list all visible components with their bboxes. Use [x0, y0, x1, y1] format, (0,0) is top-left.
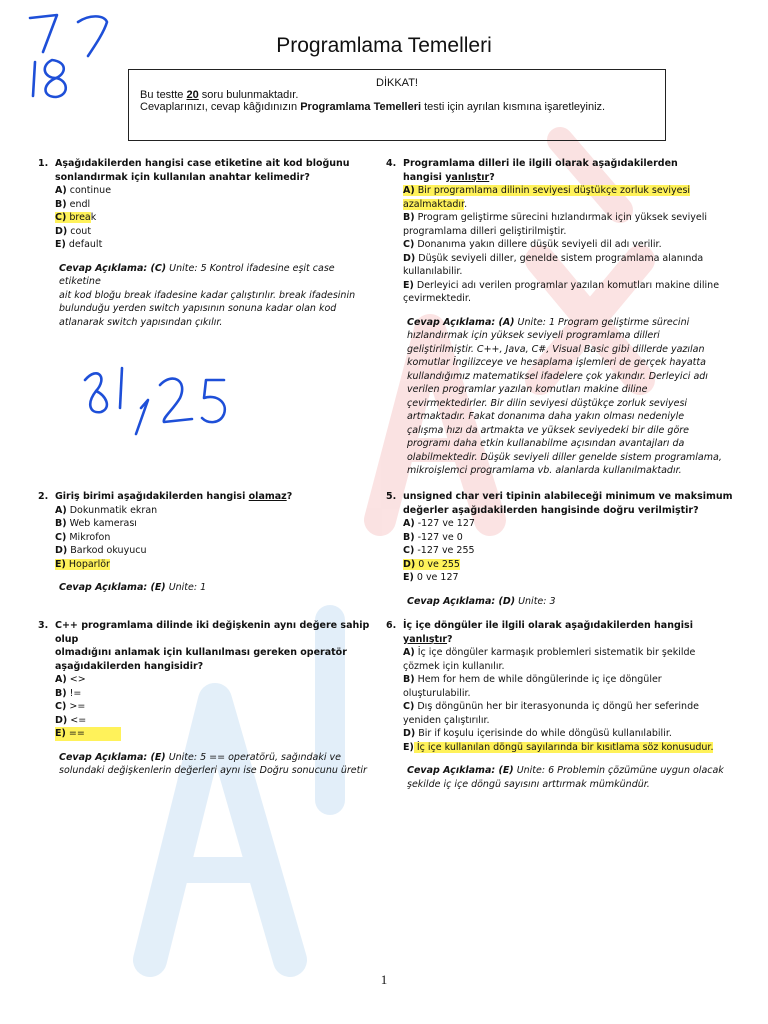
option-list — [38, 673, 378, 741]
option-c: C) Dış döngünün her bir iterasyonunda iç döngü her seferinde yeniden çalıştırılır. — [403, 701, 699, 726]
question-stem — [38, 619, 378, 673]
notice-text: testi için ayrılan kısmına işaretleyiniz. — [421, 101, 606, 113]
question-stem — [386, 157, 736, 184]
score-eight — [85, 373, 107, 412]
question-text: aşağıdakilerden hangisidir? — [55, 660, 204, 672]
test-name: Programlama Temelleri — [300, 101, 422, 113]
notice-line-2 — [140, 101, 665, 113]
option-b: B) Web kamerası — [55, 518, 137, 529]
option-b: B) -127 ve 0 — [403, 531, 463, 543]
question-text: Aşağıdakilerden hangisi case etiketine ait kod bloğunu — [55, 158, 350, 169]
option-b: B) Program geliştirme sürecini hızlandırmak için yüksek seviyeli programlama dilleri geliştirilmiştir. — [403, 212, 708, 237]
option-a: A) -127 ve 127 — [403, 518, 475, 529]
question-5 — [386, 490, 736, 608]
question-text: C++ programlama dilinde iki değişkenin aynı değere sahip olup — [55, 620, 370, 645]
question-stem — [386, 490, 736, 517]
option-e: E) 0 ve 127 — [403, 572, 459, 583]
question-text: olmadığını anlamak için kullanılması gereken operatör — [55, 647, 347, 658]
option-a: A) <> — [55, 674, 86, 685]
option-c: C) -127 ve 255 — [403, 545, 475, 556]
option-list — [386, 646, 736, 754]
option-e: E) İç içe kullanılan döngü sayılarında bir kısıtlama söz konusudur. — [403, 741, 714, 753]
question-number: 3. — [38, 620, 49, 631]
option-a: A) continue — [55, 185, 112, 196]
option-c: C) Donanıma yakın dillere düşük seviyeli dil adı verilir. — [403, 239, 662, 250]
question-number: 6. — [386, 620, 397, 631]
option-a: A) Bir programlama dilinin seviyesi düştükçe zorluk seviyesi azalmaktadır. — [403, 185, 691, 210]
score-five — [202, 380, 225, 422]
answer-explanation: Cevap Açıklama: (C) Unite: 5 Kontrol ifadesine eşit case etiketine ait kod bloğu break ifadesine kadar çalıştırılır. break ifadesinin bulunduğu yerden switch yapısının sonuna kadar olan kod atlanarak switch yapısından çıkılır. — [59, 262, 356, 328]
option-e: E) Hoparlör — [55, 558, 110, 570]
notice-text: soru bulunmaktadır. — [198, 89, 299, 101]
notice-text: Cevaplarınızı, cevap kâğıdınızın — [140, 101, 301, 113]
question-stem — [386, 619, 736, 646]
question-text: hangisi yanlıştır? — [403, 171, 495, 183]
option-list — [38, 184, 378, 252]
option-b: B) != — [55, 687, 82, 699]
notice-line-1 — [140, 89, 665, 101]
handwritten-one — [33, 62, 35, 96]
handwritten-eight — [45, 60, 66, 97]
question-number: 5. — [386, 491, 397, 502]
option-e: E) == — [55, 727, 378, 741]
page-title: Programlama Temelleri — [276, 34, 492, 57]
page-number: 1 — [380, 972, 388, 987]
option-b: B) endl — [55, 198, 91, 210]
option-e: E) Derleyici adı verilen programlar yazılan komutları makine diline çevirmektedir. — [403, 279, 720, 304]
question-number: 1. — [38, 158, 49, 169]
question-count: 20 — [186, 89, 199, 101]
option-d: D) 0 ve 255 — [403, 558, 460, 570]
question-text: unsigned char veri tipinin alabileceği minimum ve maksimum — [403, 491, 733, 502]
answer-explanation: Cevap Açıklama: (E) Unite: 6 Problemin çözümüne uygun olacak şekilde iç içe döngü sayısını arttırmak mümkündür. — [407, 765, 724, 790]
option-c: C) >= — [55, 701, 86, 712]
score-two — [160, 379, 192, 422]
question-text: Giriş birimi aşağıdakilerden hangisi olamaz? — [55, 491, 293, 502]
option-list — [386, 517, 736, 585]
question-2 — [38, 490, 378, 595]
question-6 — [386, 619, 736, 791]
option-d: D) cout — [55, 225, 92, 237]
question-3 — [38, 619, 378, 778]
option-c: C) Mikrofon — [55, 531, 111, 543]
question-stem — [38, 490, 378, 504]
answer-explanation: Cevap Açıklama: (E) Unite: 5 == operatörü, sağındaki ve solundaki değişkenlerin değerleri aynı ise Doğru sonucunu üretir — [59, 751, 367, 776]
notice-heading: DİKKAT! — [376, 77, 418, 89]
question-text: İç içe döngüler ile ilgili olarak aşağıdakilerden hangisi yanlıştır? — [403, 620, 693, 645]
score-one — [120, 368, 122, 408]
option-e: E) default — [55, 239, 103, 250]
option-b: B) Hem for hem de while döngülerinde iç içe döngüler oluşturulabilir. — [403, 674, 662, 699]
question-stem — [38, 157, 378, 184]
answer-explanation: Cevap Açıklama: (A) Unite: 1 Program geliştirme sürecini hızlandırmak için yüksek seviyeli programlama dilleri geliştirilmiştir. C++, Java, C#, Visual Basic gibi dillerde yazılan komutlar İngilizceye ve hesaplama işlemleri de gerçek hayatta kullandığımız matematiksel ifadelere çok yakındır. Derleyici adı verilen programlar yazılan komutları makine diline çevirmektedirler. Bir dilin seviyesi düştükçe zorluk seviyesi artmaktadır. Fakat donanıma daha yakın olması nedeniyle çalışma hızı da artmakta ve yüksek seviyedeki bir dile göre programı daha etkin kullanabilme açısından avantajları da olabilmektedir. Düşük seviyeli diller genelde sistem programlama, mikroişlemci programlama vb. alanlarda kullanılmaktadır. — [407, 316, 722, 476]
question-number: 2. — [38, 491, 49, 502]
option-a: A) İç içe döngüler karmaşık problemleri sistematik bir şekilde çözmek için kullanılır. — [403, 647, 696, 672]
option-d: D) Bir if koşulu içerisinde do while döngüsü kullanılabilir. — [403, 728, 672, 739]
notice-text: Bu testte — [140, 89, 187, 101]
question-1 — [38, 157, 378, 329]
option-d: D) <= — [55, 714, 87, 726]
score-comma — [136, 400, 148, 434]
option-d: D) Barkod okuyucu — [55, 545, 147, 556]
option-list — [38, 504, 378, 572]
option-list — [386, 184, 736, 306]
question-text: sonlandırmak için kullanılan anahtar kelimedir? — [55, 171, 310, 183]
option-d: D) Düşük seviyeli diller, genelde sistem programlama alanında kullanılabilir. — [403, 252, 704, 277]
notice-box — [128, 69, 666, 141]
question-number: 4. — [386, 158, 397, 169]
question-4 — [386, 157, 736, 478]
question-text: Programlama dilleri ile ilgili olarak aşağıdakilerden — [403, 158, 678, 169]
answer-explanation: Cevap Açıklama: (D) Unite: 3 — [407, 595, 556, 607]
option-a: A) Dokunmatik ekran — [55, 504, 158, 516]
question-text: değerler aşağıdakilerden hangisinde doğru verilmiştir? — [403, 504, 699, 516]
option-c: C) break — [55, 212, 97, 223]
answer-explanation: Cevap Açıklama: (E) Unite: 1 — [59, 582, 207, 593]
